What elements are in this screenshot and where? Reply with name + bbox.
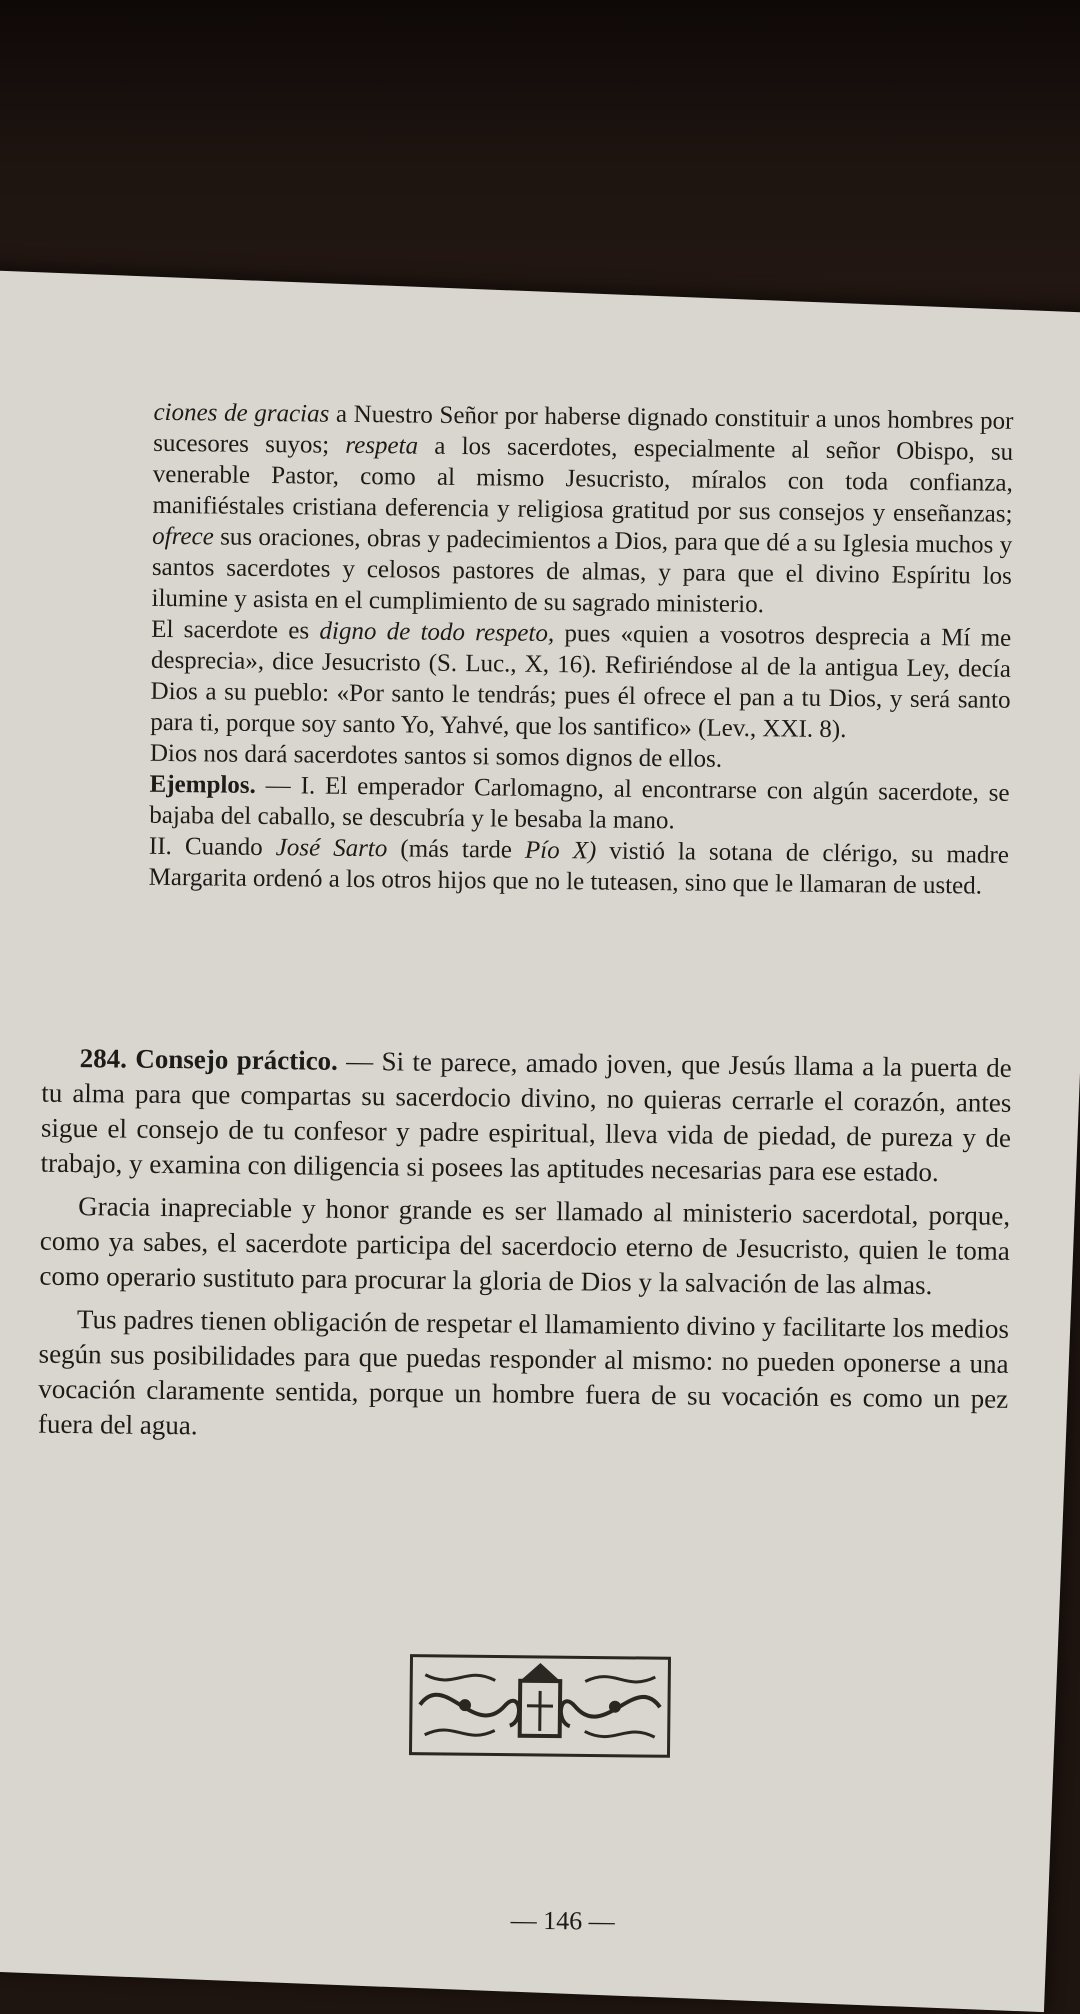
text-run: pues «quien a vosotros desprecia a Mí me desprecia», dice Jesucristo (S. Luc., X, 16). Refiriéndose al de la antigua Ley, decía Dios a su pueblo: «Por santo le tendrás; pues él ofrece el pan a tu Dios, y será santo para ti, porque soy santo Yo, Yahvé, que los santifico» (Lev., XXI. 8). [150, 620, 1011, 743]
advice-heading: 284. Consejo práctico. [80, 1043, 338, 1076]
italic-phrase: ofrece [152, 523, 214, 551]
text-run: (más tarde [387, 835, 525, 863]
text-run: sus oraciones, obras y padecimientos a Dios, para que dé a su Iglesia muchos y santos sacerdotes y celosos pastores de almas, y para que el divino Espíritu los ilumine y asista en el cumplimiento de su sagrado ministerio. [151, 523, 1012, 618]
text-run: vistió la sotana de clérigo, su madre Margarita ordenó a los otros hijos que no le tuteasen, sino que le llamaran de usted. [149, 837, 1010, 899]
page-number: — 146 — [463, 1905, 663, 1937]
text-run: a los sacerdotes, especialmente al señor Obispo, su venerable Pastor, como al mismo Jesucristo, míralos con toda confianza, manifiéstales cristiana deferencia y religiosa gratitud por sus consejos y enseñanzas; [152, 433, 1013, 528]
italic-phrase: respeta [345, 432, 418, 460]
book-page [0, 270, 1080, 2012]
italic-phrase: Pío X) [525, 837, 597, 865]
text-run: — Si te parece, amado joven, que Jesús llama a la puerta de tu alma para que compartas su sacerdocio divino, no quieras cerrarle el corazón, antes sigue el consejo de tu confesor y padre espiritual, lleva vida de piedad, de pureza y de trabajo, y examina con diligencia si posees las aptitudes necesarias para ese estado. [40, 1046, 1011, 1187]
advice-section [38, 1041, 1012, 1460]
example-two [148, 831, 1009, 902]
paragraph-gratitude [151, 397, 1013, 623]
example-one [149, 769, 1010, 840]
advice-paragraph-1 [40, 1041, 1011, 1191]
text-run: II. Cuando [149, 833, 276, 861]
italic-phrase: digno de todo respeto, [319, 618, 554, 647]
paragraph-holy-priests: Dios nos dará sacerdotes santos si somos dignos de ellos. [150, 738, 1010, 778]
paragraph-respect [150, 614, 1011, 747]
text-run: a Nuestro Señor por haberse dignado constituir a unos hombres por sucesores suyos; [153, 401, 1014, 459]
examples-heading: Ejemplos. [149, 771, 256, 799]
advice-paragraph-2: Gracia inapreciable y honor grande es ser llamado al ministerio sacerdotal, porque, como ya sabes, el sacerdote participa del sacerdocio eterno de Jesucristo, quien le toma como operario sustituto para procurar la gloria de Dios y la salvación de las almas. [39, 1189, 1010, 1304]
continuation-section [148, 397, 1013, 902]
floral-ornament-icon [404, 1650, 675, 1763]
page-content [0, 270, 1080, 1982]
italic-phrase: José Sarto [276, 834, 388, 862]
text-run: — I. El emperador Carlomagno, al encontrarse con algún sacerdote, se bajaba del caballo, se descubría y le besaba la mano. [149, 772, 1010, 834]
text-run: El sacerdote es [151, 616, 320, 645]
italic-phrase: ciones de gracias [153, 399, 329, 428]
advice-paragraph-3: Tus padres tienen obligación de respetar el llamamiento divino y facilitarte los medios según sus posibilidades para que puedas responder al mismo: no pueden oponerse a una vocación claramente sentida, porque un hombre fuera de su vocación es como un pez fuera del agua. [38, 1302, 1009, 1452]
